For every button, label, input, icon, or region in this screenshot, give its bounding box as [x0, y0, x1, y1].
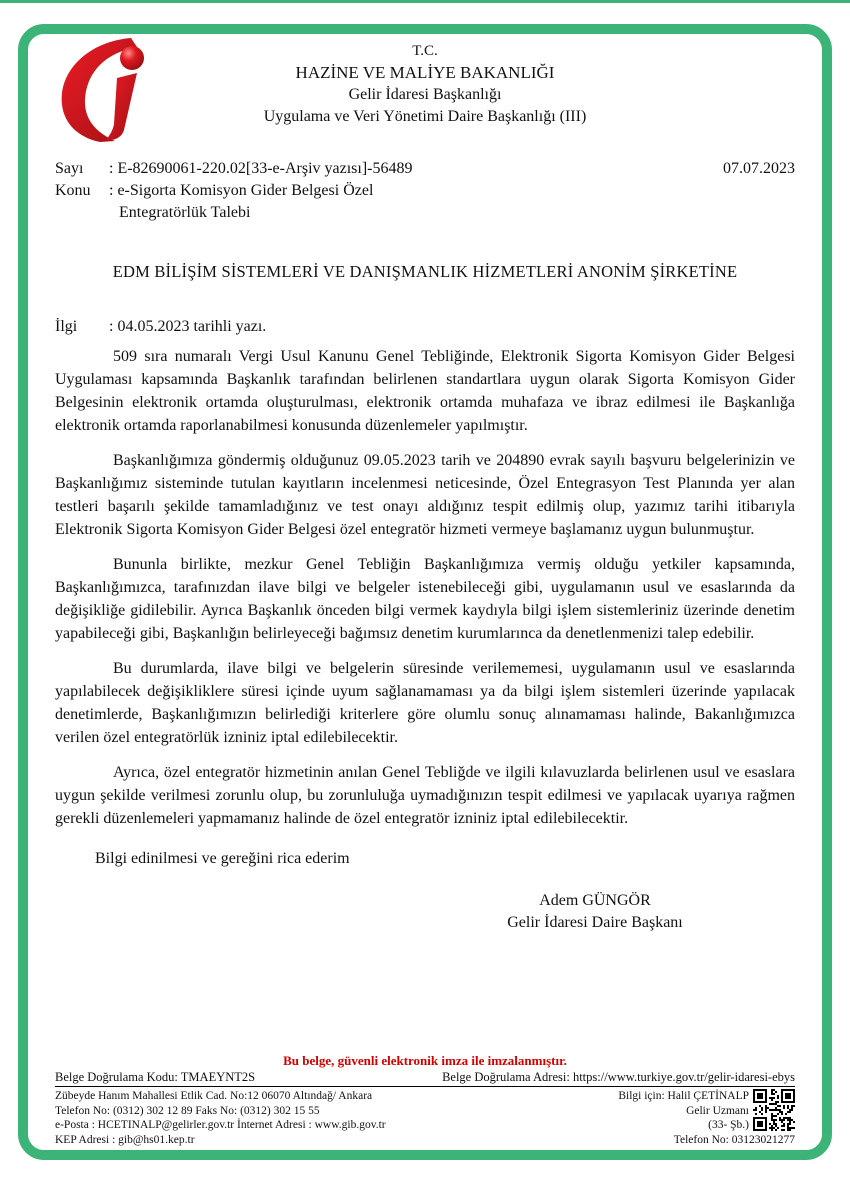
signer-title: Gelir İdaresi Daire Başkanı — [507, 914, 683, 931]
paragraph-1: 509 sıra numaralı Vergi Usul Kanunu Genel Tebliğinde, Elektronik Sigorta Komisyon Gider Belgesi Uygulaması kapsamında Başkanlık tarafından belirlenen standartlara uygun olarak Sigorta Komisyon Gider Belgesinin elektronik ortamda oluşturulması, elektronik ortamda muhafaza ve ibraz edilmesi ile Başkanlığa elektronik ortamda raporlanabilmesi konusunda düzenlemeler yapılmıştır. — [55, 348, 795, 434]
letterhead-department: Uygulama ve Veri Yönetimi Daire Başkanlığı (III) — [263, 108, 587, 125]
contact-name: Bilgi için: Halil ÇETİNALP — [618, 1090, 749, 1102]
footer-contact-right-top — [618, 1089, 795, 1133]
letterhead-ministry: HAZİNE VE MALİYE BAKANLIĞI — [295, 63, 555, 82]
contact-phone: Telefon No: 03123021277 — [673, 1133, 795, 1146]
gib-logo-icon — [55, 38, 169, 142]
letter-body — [55, 345, 795, 830]
verification-address: Belge Doğrulama Adresi: https://www.turkiye.gov.tr/gelir-idaresi-ebys — [442, 1070, 795, 1084]
konu-value-line1: : e-Sigorta Komisyon Gider Belgesi Özel — [109, 182, 374, 199]
sayi-value: : E-82690061-220.02[33-e-Arşiv yazısı]-56489 — [109, 160, 413, 177]
verification-code: Belge Doğrulama Kodu: TMAEYNT2S — [55, 1070, 256, 1084]
sayi-label: Sayı — [55, 160, 84, 177]
konu-row — [55, 180, 795, 202]
document-meta — [55, 158, 795, 224]
footer-contact-left — [55, 1089, 386, 1147]
footer-email-web: e-Posta : HCETINALP@gelirler.gov.tr İnternet Adresi : www.gib.gov.tr — [55, 1119, 386, 1131]
letter-footer — [55, 1053, 795, 1147]
contact-title: Gelir Uzmanı — [686, 1104, 749, 1117]
esignature-notice: Bu belge, güvenli elektronik imza ile imzalanmıştır. — [283, 1053, 567, 1068]
contact-dept: (33- Şb.) — [708, 1119, 749, 1131]
letterhead-tc: T.C. — [412, 43, 438, 59]
document-date: 07.07.2023 — [723, 160, 795, 177]
konu-value-line2: Entegratörlük Talebi — [119, 204, 251, 221]
footer-phones: Telefon No: (0312) 302 12 89 Faks No: (0312) 302 15 55 — [55, 1104, 320, 1117]
paragraph-5: Ayrıca, özel entegratör hizmetinin anılan Genel Tebliğde ve ilgili kılavuzlarda belirlenen usul ve esaslara uygun şekilde verilmesi zorunlu olup, bu zorunluluğa uymadığınızın tespit edilmesi ve yapılacak uyarıya rağmen gerekli düzenlemeleri yapmamanız halinde de özel entegratör izniniz iptal edilebilecektir. — [55, 764, 795, 827]
verification-row — [55, 1069, 795, 1087]
konu-label: Konu — [55, 182, 91, 199]
reference-row — [55, 318, 795, 336]
ilgi-value: : 04.05.2023 tarihli yazı. — [109, 318, 267, 335]
signer-name: Adem GÜNGÖR — [539, 892, 651, 909]
letter-content — [55, 38, 795, 1149]
signature-block — [425, 890, 765, 934]
paragraph-4: Bu durumlarda, ilave bilgi ve belgelerin süresinde verilememesi, uygulamanın usul ve esaslarında yapılabilecek değişikliklere süresi içinde uyum sağlanamaması ya da bilgi işlem sistemleri üzerinde yapılacak denetimlerde, Başkanlığımızın belirlediği kriterlere göre olumlu sonuç alınamaması halinde, Bakanlığımızca verilen özel entegratörlük izniniz iptal edilebilecektir. — [55, 660, 795, 746]
letterhead-administration: Gelir İdaresi Başkanlığı — [348, 86, 502, 103]
footer-address: Zübeyde Hanım Mahallesi Etlik Cad. No:12 06070 Altındağ/ Ankara — [55, 1090, 373, 1102]
paragraph-2: Başkanlığımıza göndermiş olduğunuz 09.05.2023 tarih ve 204890 evrak sayılı başvuru belgelerinizin ve Başkanlığımız sisteminde tutulan kayıtların incelenmesi neticesinde, Özel Entegrasyon Test Planında yer alan testleri başarılı şekilde tamamladığınız ve test onayı aldığınız tespit edilmiş olup, yazımız tarihi itibarıyla Elektronik Sigorta Komisyon Gider Belgesi özel entegratör hizmeti vermeye başlamanız uygun bulunmuştur. — [55, 452, 795, 538]
footer-columns — [55, 1087, 795, 1147]
recipient-line: EDM BİLİŞİM SİSTEMLERİ VE DANIŞMANLIK HİZMETLERİ ANONİM ŞİRKETİNE — [112, 262, 738, 281]
sayi-row — [55, 158, 795, 180]
ilgi-label: İlgi — [55, 318, 78, 335]
qr-code — [753, 1089, 795, 1131]
footer-contact-right — [618, 1089, 795, 1147]
footer-kep: KEP Adresi : gib@hs01.kep.tr — [55, 1133, 195, 1146]
paragraph-3: Bununla birlikte, mezkur Genel Tebliğin Başkanlığımıza vermiş olduğu yetkiler kapsamında, Başkanlığımızca, tarafınızdan ilave bilgi ve belgeler istenebileceği gibi, uygulamanın usul ve esaslarında da değişikliğe gidilebilir. Ayrıca Başkanlık önceden bilgi vermek kaydıyla bilgi işlem sistemleriniz üzerinde denetim yapabileceği gibi, Başkanlığın belirleyeceği bağımsız denetim kurumlarınca da denetlenmenizi talep edebilir. — [55, 556, 795, 642]
top-edge-strip — [0, 0, 850, 3]
closing-line: Bilgi edinilmesi ve gereğini rica ederim — [95, 850, 350, 867]
footer-contact-text — [618, 1089, 749, 1133]
